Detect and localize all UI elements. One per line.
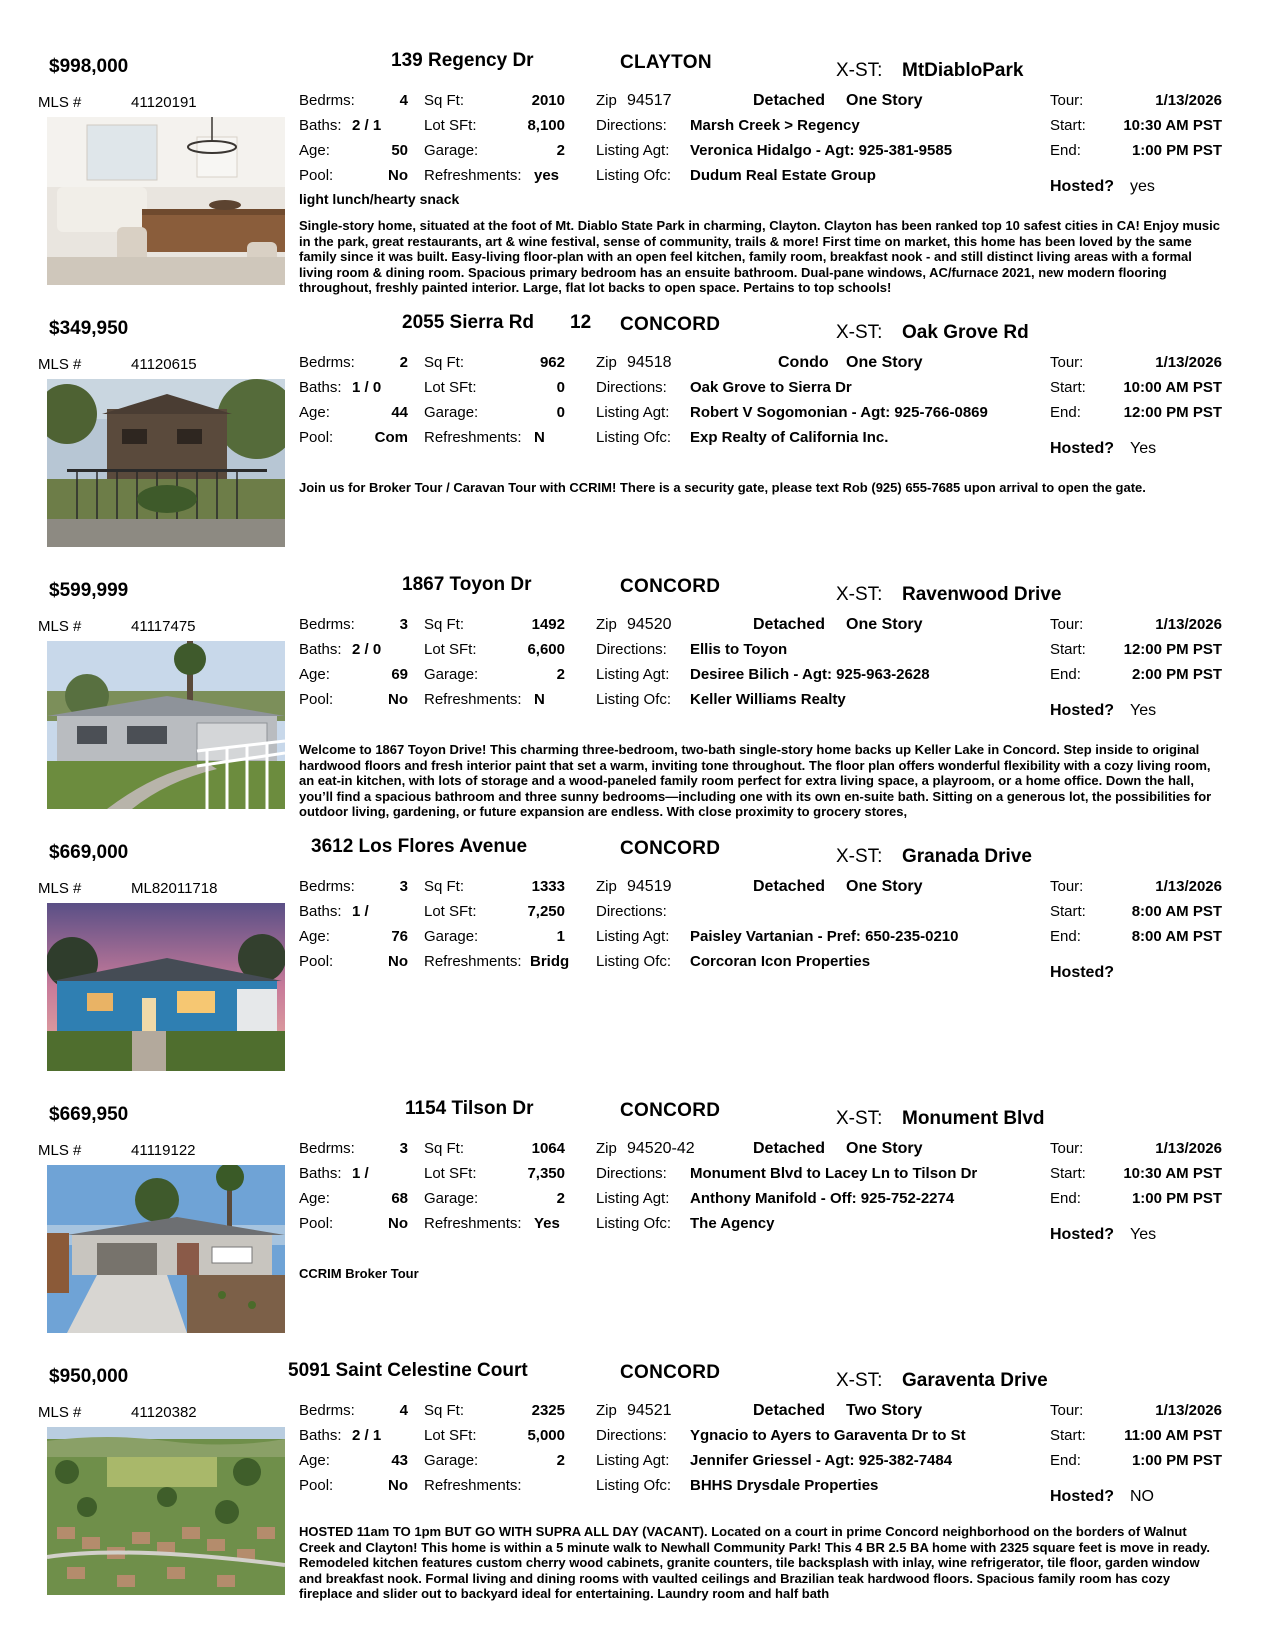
start-time: 11:00 AM PST xyxy=(1124,1427,1222,1444)
garage-label: Garage: xyxy=(424,1452,479,1469)
listing-price: $669,000 xyxy=(49,842,129,863)
end-label: End: xyxy=(1050,666,1081,683)
baths: 2 / 1 xyxy=(352,1427,382,1444)
hosted-value: Yes xyxy=(1130,440,1157,457)
mls-number: 41117475 xyxy=(131,618,196,635)
listing-office: BHHS Drysdale Properties xyxy=(690,1477,879,1494)
tour-date: 1/13/2026 xyxy=(1155,1402,1222,1419)
cross-street-label: X-ST: xyxy=(836,60,883,81)
tour-date: 1/13/2026 xyxy=(1155,354,1222,371)
start-time: 8:00 AM PST xyxy=(1131,903,1222,920)
sqft-label: Sq Ft: xyxy=(424,1402,465,1419)
listing-photo xyxy=(47,1165,285,1333)
listing-city: CONCORD xyxy=(620,314,721,335)
directions-label: Directions: xyxy=(596,641,667,658)
zip: 94518 xyxy=(627,354,672,371)
cross-street: Ravenwood Drive xyxy=(902,584,1062,605)
stories: One Story xyxy=(846,616,923,633)
property-type: Detached xyxy=(753,616,826,633)
zip: 94519 xyxy=(627,878,672,895)
sqft: 1333 xyxy=(531,878,565,895)
baths-label: Baths: xyxy=(299,379,342,396)
bedrooms: 4 xyxy=(399,1402,408,1419)
end-label: End: xyxy=(1050,1190,1081,1207)
pool: No xyxy=(388,167,408,184)
hosted-label: Hosted? xyxy=(1050,702,1114,719)
bedrooms-label: Bedrms: xyxy=(299,616,355,633)
zip-label: Zip xyxy=(596,354,617,371)
listing-photo xyxy=(47,641,285,809)
directions: Ellis to Toyon xyxy=(690,641,788,658)
baths-label: Baths: xyxy=(299,903,342,920)
baths: 1 / xyxy=(352,903,369,920)
end-time: 2:00 PM PST xyxy=(1131,666,1222,683)
refreshments: Yes xyxy=(534,1215,560,1232)
end-time: 1:00 PM PST xyxy=(1131,1190,1222,1207)
directions-label: Directions: xyxy=(596,379,667,396)
cross-street: Oak Grove Rd xyxy=(902,322,1029,343)
listing-unit: 12 xyxy=(570,312,592,333)
age: 69 xyxy=(391,666,408,683)
bedrooms-label: Bedrms: xyxy=(299,878,355,895)
stories: Two Story xyxy=(846,1402,923,1419)
listing-card xyxy=(0,1360,1275,1630)
sqft-label: Sq Ft: xyxy=(424,878,465,895)
age-label: Age: xyxy=(299,142,330,159)
sqft: 962 xyxy=(539,354,565,371)
hosted-label: Hosted? xyxy=(1050,1226,1114,1243)
zip-label: Zip xyxy=(596,616,617,633)
stories: One Story xyxy=(846,92,923,109)
listing-price: $669,950 xyxy=(49,1104,129,1125)
bedrooms: 4 xyxy=(399,92,408,109)
age: 76 xyxy=(391,928,408,945)
refreshments: N xyxy=(534,429,545,446)
baths: 2 / 1 xyxy=(352,117,382,134)
zip-label: Zip xyxy=(596,1402,617,1419)
property-type: Condo xyxy=(778,354,829,371)
garage: 2 xyxy=(556,1452,565,1469)
listing-office-label: Listing Ofc: xyxy=(596,429,672,446)
baths-label: Baths: xyxy=(299,1427,342,1444)
garage-label: Garage: xyxy=(424,1190,479,1207)
start-time: 10:00 AM PST xyxy=(1123,379,1222,396)
lot-sqft: 5,000 xyxy=(527,1427,565,1444)
listing-card xyxy=(0,50,1275,310)
listing-city: CLAYTON xyxy=(620,52,712,73)
sqft-label: Sq Ft: xyxy=(424,92,465,109)
lot-sqft: 7,350 xyxy=(527,1165,565,1182)
pool-label: Pool: xyxy=(299,167,334,184)
listing-card xyxy=(0,312,1275,572)
hosted-label: Hosted? xyxy=(1050,178,1114,195)
zip: 94521 xyxy=(627,1402,672,1419)
sqft: 2325 xyxy=(531,1402,565,1419)
end-label: End: xyxy=(1050,142,1081,159)
listing-agent-label: Listing Agt: xyxy=(596,404,670,421)
age: 43 xyxy=(391,1452,408,1469)
listing-office-label: Listing Ofc: xyxy=(596,167,672,184)
property-type: Detached xyxy=(753,1402,826,1419)
age: 68 xyxy=(391,1190,408,1207)
directions-label: Directions: xyxy=(596,903,667,920)
baths: 1 / xyxy=(352,1165,369,1182)
listing-agent: Veronica Hidalgo - Agt: 925-381-9585 xyxy=(690,142,953,159)
mls-number: 41120615 xyxy=(131,356,197,373)
listing-address: 5091 Saint Celestine Court xyxy=(288,1360,528,1381)
house-exterior-photo xyxy=(47,641,285,809)
garage: 1 xyxy=(556,928,565,945)
lot-sqft-label: Lot SFt: xyxy=(424,1427,477,1444)
listing-agent-label: Listing Agt: xyxy=(596,666,670,683)
listing-agent-label: Listing Agt: xyxy=(596,1452,670,1469)
end-time: 1:00 PM PST xyxy=(1131,1452,1222,1469)
end-label: End: xyxy=(1050,404,1081,421)
lot-sqft: 7,250 xyxy=(527,903,565,920)
listing-address: 2055 Sierra Rd xyxy=(402,312,535,333)
listing-photo xyxy=(47,903,285,1071)
mls-number: 41119122 xyxy=(131,1142,196,1159)
sqft: 1064 xyxy=(531,1140,565,1157)
tour-label: Tour: xyxy=(1050,1402,1084,1419)
directions: Oak Grove to Sierra Dr xyxy=(690,379,852,396)
garage-label: Garage: xyxy=(424,142,479,159)
mls-label: MLS # xyxy=(38,1404,82,1421)
sqft-label: Sq Ft: xyxy=(424,1140,465,1157)
cross-street-label: X-ST: xyxy=(836,1370,883,1391)
pool: No xyxy=(388,691,408,708)
hosted-label: Hosted? xyxy=(1050,440,1114,457)
refreshments: N xyxy=(534,691,545,708)
listing-address: 139 Regency Dr xyxy=(391,50,534,71)
hosted-value: yes xyxy=(1130,178,1155,195)
listing-price: $349,950 xyxy=(49,318,129,339)
directions-label: Directions: xyxy=(596,117,667,134)
refreshments-label: Refreshments: xyxy=(424,1477,522,1494)
lot-sqft-label: Lot SFt: xyxy=(424,1165,477,1182)
start-label: Start: xyxy=(1050,641,1086,658)
bedrooms-label: Bedrms: xyxy=(299,1402,355,1419)
age-label: Age: xyxy=(299,666,330,683)
mls-number: ML82011718 xyxy=(131,880,218,897)
cross-street-label: X-ST: xyxy=(836,846,883,867)
cross-street: Granada Drive xyxy=(902,846,1032,867)
pool-label: Pool: xyxy=(299,1215,334,1232)
listing-description: CCRIM Broker Tour xyxy=(299,1266,419,1281)
bedrooms-label: Bedrms: xyxy=(299,1140,355,1157)
pool: No xyxy=(388,953,408,970)
mls-number: 41120191 xyxy=(131,94,197,111)
property-type: Detached xyxy=(753,1140,826,1157)
end-label: End: xyxy=(1050,928,1081,945)
directions: Monument Blvd to Lacey Ln to Tilson Dr xyxy=(690,1165,978,1182)
garage: 0 xyxy=(556,404,565,421)
tour-label: Tour: xyxy=(1050,354,1084,371)
cross-street: MtDiabloPark xyxy=(902,60,1024,81)
lot-sqft: 8,100 xyxy=(527,117,565,134)
garage: 2 xyxy=(556,666,565,683)
listing-address: 1867 Toyon Dr xyxy=(402,574,532,595)
garage-label: Garage: xyxy=(424,404,479,421)
mls-label: MLS # xyxy=(38,880,82,897)
directions: Ygnacio to Ayers to Garaventa Dr to St xyxy=(690,1427,966,1444)
lot-sqft: 0 xyxy=(556,379,565,396)
age: 44 xyxy=(391,404,408,421)
bedrooms-label: Bedrms: xyxy=(299,354,355,371)
hosted-label: Hosted? xyxy=(1050,964,1114,981)
directions-label: Directions: xyxy=(596,1165,667,1182)
cross-street: Monument Blvd xyxy=(902,1108,1045,1129)
listing-photo xyxy=(47,379,285,547)
refreshments: Bridg xyxy=(530,953,570,970)
tour-label: Tour: xyxy=(1050,92,1084,109)
listing-agent: Jennifer Griessel - Agt: 925-382-7484 xyxy=(690,1452,953,1469)
refreshments-label: Refreshments: xyxy=(424,953,522,970)
start-label: Start: xyxy=(1050,903,1086,920)
interior-photo xyxy=(47,117,285,285)
bedrooms: 3 xyxy=(399,1140,408,1157)
pool-label: Pool: xyxy=(299,953,334,970)
listing-card xyxy=(0,1098,1275,1358)
listing-city: CONCORD xyxy=(620,1362,721,1383)
listing-city: CONCORD xyxy=(620,576,721,597)
tour-date: 1/13/2026 xyxy=(1155,1140,1222,1157)
age-label: Age: xyxy=(299,404,330,421)
start-label: Start: xyxy=(1050,117,1086,134)
bedrooms: 3 xyxy=(399,616,408,633)
listing-office: Keller Williams Realty xyxy=(690,691,846,708)
listing-description: HOSTED 11am TO 1pm BUT GO WITH SUPRA ALL DAY (VACANT). Located on a court in prime Concord neighborhood on the borders of Walnut Creek and Clayton! This home is within a 5 minute walk to Newhall Community Park! This 4 BR 2.5 BA home with 2325 square feet is move in ready. Remodeled kitchen features custom cherry wood cabinets, granite counters, tile backsplash with inlay, wine refrigerator, tile floor, garden window and breakfast nook. Formal living and dining rooms with vaulted ceilings and Brazilian teak hardwood floors. Spacious family room has cozy fireplace and slider out to backyard ideal for entertaining. Laundry room and half bath xyxy=(299,1524,1210,1602)
garage: 2 xyxy=(556,1190,565,1207)
garage-label: Garage: xyxy=(424,666,479,683)
lot-sqft: 6,600 xyxy=(527,641,565,658)
listing-agent: Paisley Vartanian - Pref: 650-235-0210 xyxy=(690,928,959,945)
age-label: Age: xyxy=(299,1190,330,1207)
cross-street-label: X-ST: xyxy=(836,322,883,343)
age-label: Age: xyxy=(299,1452,330,1469)
zip: 94517 xyxy=(627,92,672,109)
refreshments: yes xyxy=(534,167,560,184)
hosted-label: Hosted? xyxy=(1050,1488,1114,1505)
age: 50 xyxy=(391,142,408,159)
lot-sqft-label: Lot SFt: xyxy=(424,903,477,920)
bedrooms: 3 xyxy=(399,878,408,895)
baths-label: Baths: xyxy=(299,1165,342,1182)
tour-date: 1/13/2026 xyxy=(1155,92,1222,109)
bedrooms: 2 xyxy=(399,354,408,371)
listing-office: Dudum Real Estate Group xyxy=(690,167,876,184)
listing-description: Welcome to 1867 Toyon Drive! This charming three-bedroom, two-bath single-story home backs up Keller Lake in Concord. Step inside to original hardwood floors and fresh interior paint that set a warm, inviting tone throughout. The floor plan offers wonderful flexibility with a cozy living room, an eat-in kitchen, with lots of storage and a wood-paneled family room perfect for extra living space, a playroom, or a home office. Down the hall, you’ll find a spacious bathroom and three sunny bedrooms—including one with its own en-suite bath. Sitting on a generous lot, the possibilities for outdoor living, gardening, or future expansion are endless. With close proximity to grocery stores, xyxy=(299,742,1212,820)
refreshments-label: Refreshments: xyxy=(424,167,522,184)
zip-label: Zip xyxy=(596,92,617,109)
baths: 2 / 0 xyxy=(352,641,382,658)
tour-label: Tour: xyxy=(1050,878,1084,895)
listing-price: $950,000 xyxy=(49,1366,129,1387)
listing-agent: Anthony Manifold - Off: 925-752-2274 xyxy=(690,1190,955,1207)
refreshments-detail: light lunch/hearty snack xyxy=(299,191,460,207)
stories: One Story xyxy=(846,1140,923,1157)
condo-exterior-photo xyxy=(47,379,285,547)
listing-office: Corcoran Icon Properties xyxy=(690,953,871,970)
property-type: Detached xyxy=(753,878,826,895)
listing-agent-label: Listing Agt: xyxy=(596,1190,670,1207)
start-label: Start: xyxy=(1050,1165,1086,1182)
listing-city: CONCORD xyxy=(620,1100,721,1121)
mls-number: 41120382 xyxy=(131,1404,197,1421)
start-time: 10:30 AM PST xyxy=(1123,117,1222,134)
refreshments-label: Refreshments: xyxy=(424,1215,522,1232)
listing-office: Exp Realty of California Inc. xyxy=(690,429,889,446)
cross-street: Garaventa Drive xyxy=(902,1370,1048,1391)
property-type: Detached xyxy=(753,92,826,109)
start-time: 12:00 PM PST xyxy=(1123,641,1222,658)
lot-sqft-label: Lot SFt: xyxy=(424,379,477,396)
pool: No xyxy=(388,1477,408,1494)
pool: No xyxy=(388,1215,408,1232)
zip: 94520-42 xyxy=(627,1140,695,1157)
mls-label: MLS # xyxy=(38,1142,82,1159)
zip-label: Zip xyxy=(596,878,617,895)
listing-photo xyxy=(47,117,285,285)
listing-office-label: Listing Ofc: xyxy=(596,953,672,970)
pool-label: Pool: xyxy=(299,429,334,446)
sqft-label: Sq Ft: xyxy=(424,616,465,633)
end-time: 12:00 PM PST xyxy=(1123,404,1222,421)
hosted-value: NO xyxy=(1130,1488,1154,1505)
cross-street-label: X-ST: xyxy=(836,1108,883,1129)
listing-description: Single-story home, situated at the foot of Mt. Diablo State Park in charming, Clayton. Clayton has been ranked top 10 safest cities in CA! Enjoy music in the park, great restaurants, art & wine festival, sense of community, trails & more! First time on market, this home has been loved by the same family since it was built. Easy-living floor-plan with an open feel kitchen, family room, breakfast nook - and still distinct living areas with a formal living room & dining room. Spacious primary bedroom has an ensuite bathroom. Dual-pane windows, AC/furnace 2021, new modern flooring throughout, freshly painted interior. Large, flat lot backs to open space. Pertains to top schools! xyxy=(299,218,1221,296)
start-time: 10:30 AM PST xyxy=(1123,1165,1222,1182)
bedrooms-label: Bedrms: xyxy=(299,92,355,109)
stories: One Story xyxy=(846,878,923,895)
listing-agent: Desiree Bilich - Agt: 925-963-2628 xyxy=(690,666,930,683)
pool-label: Pool: xyxy=(299,1477,334,1494)
hosted-value: Yes xyxy=(1130,1226,1157,1243)
mls-label: MLS # xyxy=(38,94,82,111)
baths: 1 / 0 xyxy=(352,379,382,396)
mls-label: MLS # xyxy=(38,618,82,635)
garage: 2 xyxy=(556,142,565,159)
listing-price: $599,999 xyxy=(49,580,129,601)
listing-price: $998,000 xyxy=(49,56,129,77)
listing-photo xyxy=(47,1427,285,1595)
tour-date: 1/13/2026 xyxy=(1155,878,1222,895)
zip-label: Zip xyxy=(596,1140,617,1157)
mls-label: MLS # xyxy=(38,356,82,373)
hosted-value: Yes xyxy=(1130,702,1157,719)
tour-label: Tour: xyxy=(1050,616,1084,633)
aerial-neighborhood-photo xyxy=(47,1427,285,1595)
listing-city: CONCORD xyxy=(620,838,721,859)
sqft: 1492 xyxy=(531,616,565,633)
stories: One Story xyxy=(846,354,923,371)
listing-office-label: Listing Ofc: xyxy=(596,1477,672,1494)
baths-label: Baths: xyxy=(299,117,342,134)
lot-sqft-label: Lot SFt: xyxy=(424,641,477,658)
refreshments-label: Refreshments: xyxy=(424,691,522,708)
listing-agent-label: Listing Agt: xyxy=(596,928,670,945)
zip: 94520 xyxy=(627,616,672,633)
listing-office: The Agency xyxy=(690,1215,775,1232)
listing-office-label: Listing Ofc: xyxy=(596,691,672,708)
directions: Marsh Creek > Regency xyxy=(690,117,860,134)
garage-label: Garage: xyxy=(424,928,479,945)
listing-address: 1154 Tilson Dr xyxy=(405,1098,534,1119)
start-label: Start: xyxy=(1050,379,1086,396)
end-label: End: xyxy=(1050,1452,1081,1469)
end-time: 1:00 PM PST xyxy=(1131,142,1222,159)
listing-office-label: Listing Ofc: xyxy=(596,1215,672,1232)
listing-address: 3612 Los Flores Avenue xyxy=(311,836,528,857)
listing-description: Join us for Broker Tour / Caravan Tour with CCRIM! There is a security gate, please text Rob (925) 655-7685 upon arrival to open the gate. xyxy=(299,480,1146,495)
sqft-label: Sq Ft: xyxy=(424,354,465,371)
house-exterior-photo xyxy=(47,1165,285,1333)
pool-label: Pool: xyxy=(299,691,334,708)
cross-street-label: X-ST: xyxy=(836,584,883,605)
lot-sqft-label: Lot SFt: xyxy=(424,117,477,134)
pool: Com xyxy=(374,429,408,446)
age-label: Age: xyxy=(299,928,330,945)
listing-card xyxy=(0,574,1275,834)
directions-label: Directions: xyxy=(596,1427,667,1444)
house-exterior-photo xyxy=(47,903,285,1071)
tour-date: 1/13/2026 xyxy=(1155,616,1222,633)
start-label: Start: xyxy=(1050,1427,1086,1444)
listing-agent-label: Listing Agt: xyxy=(596,142,670,159)
tour-label: Tour: xyxy=(1050,1140,1084,1157)
sqft: 2010 xyxy=(531,92,565,109)
end-time: 8:00 AM PST xyxy=(1131,928,1222,945)
listing-agent: Robert V Sogomonian - Agt: 925-766-0869 xyxy=(690,404,988,421)
baths-label: Baths: xyxy=(299,641,342,658)
listing-card xyxy=(0,836,1275,1096)
refreshments-label: Refreshments: xyxy=(424,429,522,446)
